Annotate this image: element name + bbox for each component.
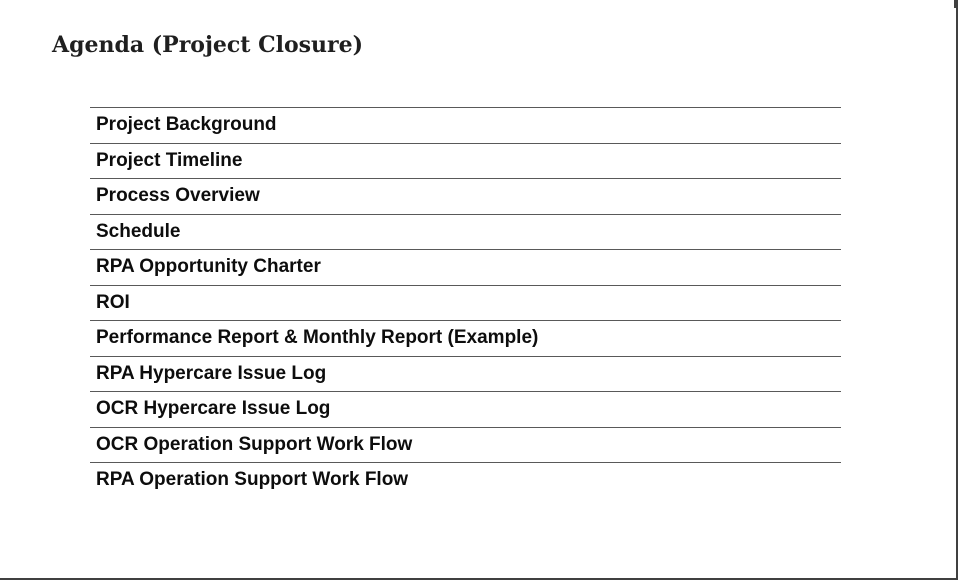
- slide-title: Agenda (Project Closure): [52, 32, 364, 58]
- agenda-item-ocr-hypercare-issue-log: OCR Hypercare Issue Log: [90, 392, 841, 428]
- agenda-table: [90, 107, 841, 498]
- agenda-item-project-timeline: Project Timeline: [90, 144, 841, 180]
- agenda-item-schedule: Schedule: [90, 215, 841, 251]
- agenda-item-project-background: Project Background: [90, 108, 841, 144]
- agenda-item-ocr-operation-support-work-flow: OCR Operation Support Work Flow: [90, 428, 841, 464]
- agenda-item-rpa-operation-support-work-flow: RPA Operation Support Work Flow: [96, 469, 409, 490]
- agenda-item-rpa-hypercare-issue-log: RPA Hypercare Issue Log: [90, 357, 841, 393]
- agenda-item-roi: ROI: [90, 286, 841, 322]
- agenda-item-process-overview: Process Overview: [90, 179, 841, 215]
- agenda-item-rpa-opportunity-charter: RPA Opportunity Charter: [90, 250, 841, 286]
- slide-edge-mark: [954, 0, 956, 8]
- agenda-item-performance-report: Performance Report & Monthly Report (Example): [90, 321, 841, 357]
